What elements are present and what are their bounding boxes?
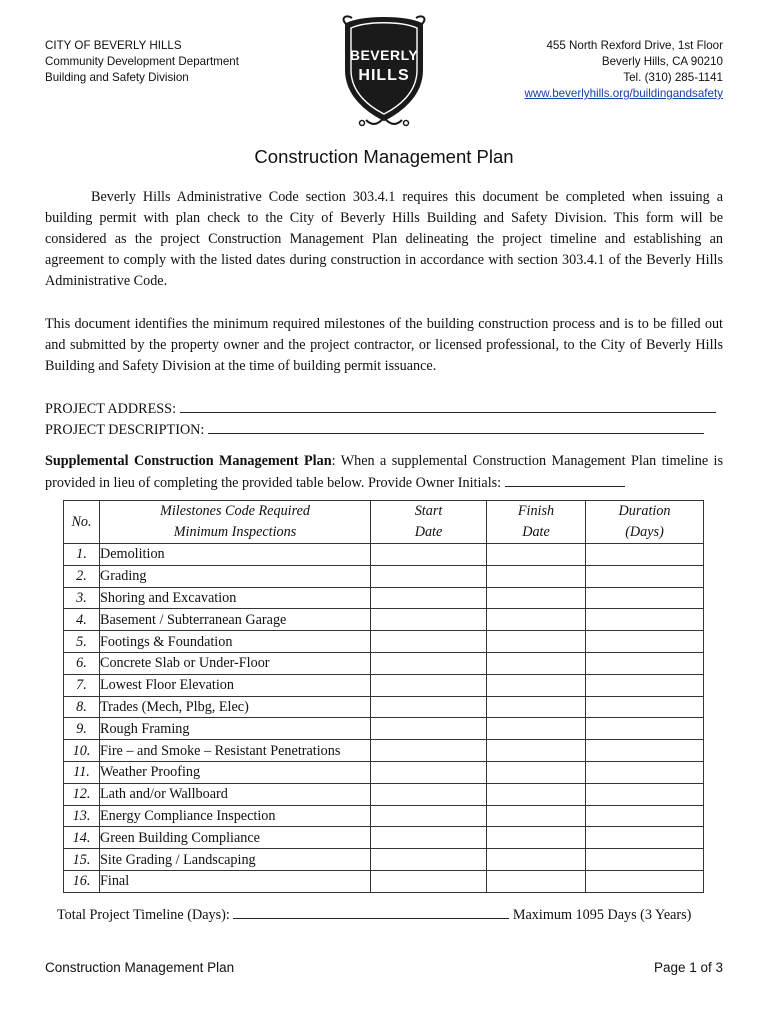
table-row	[64, 631, 704, 653]
finish-date-cell[interactable]	[487, 587, 586, 609]
header-milestones-line1: Milestones Code Required	[160, 503, 310, 519]
milestone-name: Trades (Mech, Plbg, Elec)	[100, 696, 371, 718]
logo-text-hills: HILLS	[358, 67, 410, 84]
table-row	[64, 565, 704, 587]
duration-cell[interactable]	[586, 587, 704, 609]
milestone-name: Lath and/or Wallboard	[100, 783, 371, 805]
table-row	[64, 827, 704, 849]
row-number: 15.	[64, 849, 100, 871]
start-date-cell[interactable]	[371, 827, 487, 849]
start-date-cell[interactable]	[371, 609, 487, 631]
duration-cell[interactable]	[586, 827, 704, 849]
header-finish-line2: Date	[522, 524, 550, 540]
header-start-line1: Start	[414, 503, 443, 519]
row-number: 5.	[64, 631, 100, 653]
duration-cell[interactable]	[586, 718, 704, 740]
row-number: 6.	[64, 652, 100, 674]
table-row	[64, 870, 704, 892]
finish-date-cell[interactable]	[487, 849, 586, 871]
duration-cell[interactable]	[586, 631, 704, 653]
supplemental-plan-text: : When a supplemental Construction Management Plan timeline is provided in lieu of completing the provided table below. Provide Owner Initials:	[45, 453, 724, 491]
duration-cell[interactable]	[586, 609, 704, 631]
start-date-cell[interactable]	[371, 587, 487, 609]
contact-info	[525, 38, 724, 102]
start-date-cell[interactable]	[371, 805, 487, 827]
table-row	[64, 609, 704, 631]
start-date-cell[interactable]	[371, 674, 487, 696]
duration-cell[interactable]	[586, 674, 704, 696]
header-start-date	[371, 501, 487, 544]
finish-date-cell[interactable]	[487, 805, 586, 827]
milestone-name: Site Grading / Landscaping	[100, 849, 371, 871]
row-number: 3.	[64, 587, 100, 609]
finish-date-cell[interactable]	[487, 740, 586, 762]
milestone-name: Weather Proofing	[100, 761, 371, 783]
milestones-paragraph: This document identifies the minimum required milestones of the building construction process and is to be filled out and submitted by the property owner and the project contractor, or licensed professional, to the City of Beverly Hills Building and Safety Division at the time of building permit issuance.	[45, 316, 723, 374]
telephone: Tel. (310) 285-1141	[623, 71, 723, 84]
start-date-cell[interactable]	[371, 696, 487, 718]
page-title: Construction Management Plan	[254, 146, 514, 167]
header-duration	[586, 501, 704, 544]
row-number: 11.	[64, 761, 100, 783]
start-date-cell[interactable]	[371, 870, 487, 892]
total-timeline-input[interactable]	[233, 904, 509, 919]
duration-cell[interactable]	[586, 696, 704, 718]
milestone-name: Final	[100, 870, 371, 892]
start-date-cell[interactable]	[371, 652, 487, 674]
header-milestones	[100, 501, 371, 544]
row-number: 14.	[64, 827, 100, 849]
division-name: Building and Safety Division	[45, 71, 189, 84]
project-address-input[interactable]	[180, 398, 716, 413]
row-number: 9.	[64, 718, 100, 740]
table-row	[64, 761, 704, 783]
department-info	[45, 38, 239, 86]
milestone-name: Shoring and Excavation	[100, 587, 371, 609]
row-number: 13.	[64, 805, 100, 827]
milestone-name: Green Building Compliance	[100, 827, 371, 849]
milestone-name: Footings & Foundation	[100, 631, 371, 653]
row-number: 12.	[64, 783, 100, 805]
duration-cell[interactable]	[586, 849, 704, 871]
milestone-name: Fire – and Smoke – Resistant Penetrations	[100, 740, 371, 762]
city-state-zip: Beverly Hills, CA 90210	[601, 55, 723, 68]
milestone-name: Basement / Subterranean Garage	[100, 609, 371, 631]
finish-date-cell[interactable]	[487, 609, 586, 631]
start-date-cell[interactable]	[371, 565, 487, 587]
total-timeline	[57, 904, 691, 924]
finish-date-cell[interactable]	[487, 631, 586, 653]
duration-cell[interactable]	[586, 870, 704, 892]
start-date-cell[interactable]	[371, 783, 487, 805]
table-row	[64, 783, 704, 805]
milestone-name: Concrete Slab or Under-Floor	[100, 652, 371, 674]
row-number: 16.	[64, 870, 100, 892]
maximum-duration-note: Maximum 1095 Days (3 Years)	[509, 907, 692, 923]
milestone-name: Demolition	[100, 544, 371, 566]
row-number: 10.	[64, 740, 100, 762]
supplemental-plan-heading: Supplemental Construction Management Plan	[45, 453, 332, 469]
duration-cell[interactable]	[586, 761, 704, 783]
project-description-field	[45, 419, 704, 440]
header-duration-line2: (Days)	[625, 524, 664, 540]
finish-date-cell[interactable]	[487, 544, 586, 566]
milestone-name: Energy Compliance Inspection	[100, 805, 371, 827]
finish-date-cell[interactable]	[487, 674, 586, 696]
start-date-cell[interactable]	[371, 740, 487, 762]
milestones-table	[63, 500, 704, 893]
website-link[interactable]: www.beverlyhills.org/buildingandsafety	[524, 87, 723, 100]
total-timeline-label: Total Project Timeline (Days):	[57, 907, 234, 923]
start-date-cell[interactable]	[371, 544, 487, 566]
owner-initials-input[interactable]	[505, 472, 625, 487]
table-row	[64, 696, 704, 718]
finish-date-cell[interactable]	[487, 761, 586, 783]
header-no: No.	[64, 501, 100, 544]
row-number: 8.	[64, 696, 100, 718]
finish-date-cell[interactable]	[487, 783, 586, 805]
start-date-cell[interactable]	[371, 761, 487, 783]
header-duration-line1: Duration	[618, 503, 671, 519]
header-finish-date	[487, 501, 586, 544]
project-address-field	[45, 398, 716, 419]
duration-cell[interactable]	[586, 565, 704, 587]
project-address-label: PROJECT ADDRESS:	[45, 401, 177, 417]
milestone-name: Grading	[100, 565, 371, 587]
duration-cell[interactable]	[586, 805, 704, 827]
row-number: 7.	[64, 674, 100, 696]
table-row	[64, 652, 704, 674]
supplemental-plan-note	[45, 451, 723, 494]
header-milestones-line2: Minimum Inspections	[173, 524, 297, 540]
duration-cell[interactable]	[586, 783, 704, 805]
start-date-cell[interactable]	[371, 849, 487, 871]
table-row	[64, 587, 704, 609]
table-row	[64, 674, 704, 696]
intro-paragraph: Beverly Hills Administrative Code section 303.4.1 requires this document be completed when issuing a building permit with plan check to the City of Beverly Hills Building and Safety Division. This form will be considered as the project Construction Management Plan delineating the project timeline and establishing an agreement to comply with the listed dates during construction in accordance with section 303.4.1 of the Beverly Hills Administrative Code.	[45, 189, 723, 289]
duration-cell[interactable]	[586, 544, 704, 566]
city-name: CITY OF BEVERLY HILLS	[45, 39, 182, 52]
beverly-hills-shield-logo	[336, 12, 432, 130]
table-row	[64, 849, 704, 871]
start-date-cell[interactable]	[371, 631, 487, 653]
finish-date-cell[interactable]	[487, 827, 586, 849]
table-row	[64, 740, 704, 762]
finish-date-cell[interactable]	[487, 696, 586, 718]
finish-date-cell[interactable]	[487, 870, 586, 892]
table-row	[64, 805, 704, 827]
finish-date-cell[interactable]	[487, 565, 586, 587]
milestone-name: Rough Framing	[100, 718, 371, 740]
table-row	[64, 544, 704, 566]
row-number: 1.	[64, 544, 100, 566]
street-address: 455 North Rexford Drive, 1st Floor	[546, 39, 723, 52]
start-date-cell[interactable]	[371, 718, 487, 740]
finish-date-cell[interactable]	[487, 652, 586, 674]
duration-cell[interactable]	[586, 740, 704, 762]
duration-cell[interactable]	[586, 652, 704, 674]
finish-date-cell[interactable]	[487, 718, 586, 740]
footer-page-number: Page 1 of 3	[653, 960, 723, 975]
table-header-row	[64, 501, 704, 544]
milestone-name: Lowest Floor Elevation	[100, 674, 371, 696]
header-start-line2: Date	[414, 524, 443, 540]
logo-text-beverly: BEVERLY	[349, 47, 419, 63]
row-number: 4.	[64, 609, 100, 631]
project-description-input[interactable]	[208, 419, 704, 434]
department-name: Community Development Department	[45, 55, 239, 68]
row-number: 2.	[64, 565, 100, 587]
table-row	[64, 718, 704, 740]
header-finish-line1: Finish	[517, 503, 555, 519]
project-description-label: PROJECT DESCRIPTION:	[45, 422, 205, 438]
footer-document-name: Construction Management Plan	[45, 960, 235, 975]
